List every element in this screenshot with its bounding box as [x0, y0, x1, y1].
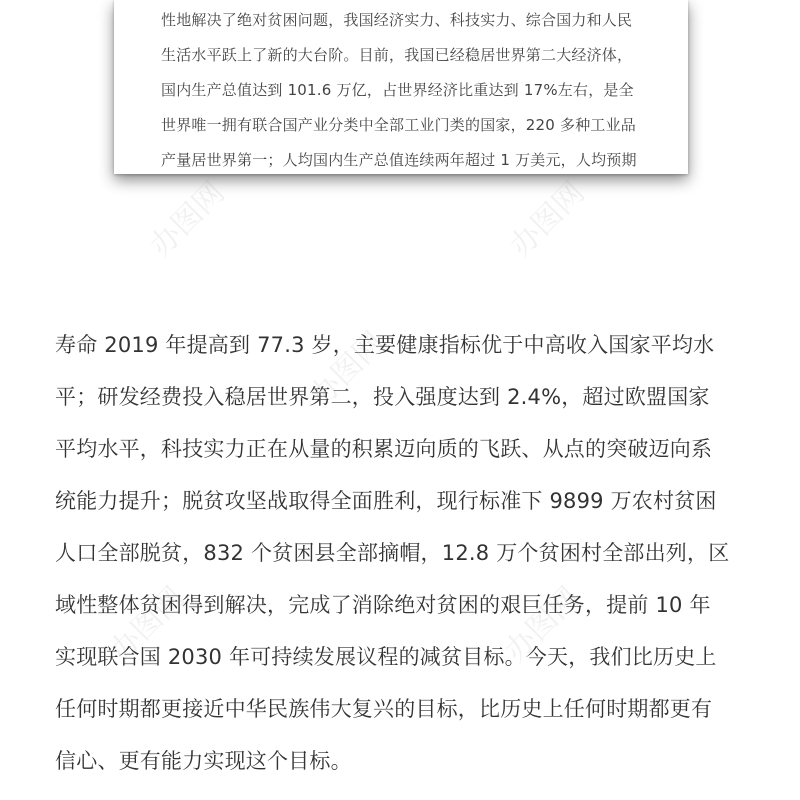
body-paragraph: [55, 322, 755, 790]
body-line: 任何时期都更接近中华民族伟大复兴的目标，比历史上任何时期都更有: [55, 697, 713, 721]
quote-card: [114, 0, 688, 174]
watermark: 办图网: [143, 175, 232, 264]
body-line: 平；研发经费投入稳居世界第二，投入强度达到 2.4%，超过欧盟国家: [55, 385, 710, 409]
body-line: 人口全部脱贫，832 个贫困县全部摘帽，12.8 万个贫困村全部出列，区: [55, 541, 730, 565]
card-line: 国内生产总值达到 101.6 万亿，占世界经济比重达到 17%左右，是全: [161, 81, 634, 99]
card-line: 世界唯一拥有联合国产业分类中全部工业门类的国家，220 多种工业品: [161, 116, 637, 134]
watermark: 办图网: [498, 580, 587, 669]
body-line: 平均水平，科技实力正在从量的积累迈向质的飞跃、从点的突破迈向系: [55, 437, 713, 461]
body-line: 域性整体贫困得到解决，完成了消除绝对贫困的艰巨任务，提前 10 年: [55, 593, 711, 617]
card-line: 性地解决了绝对贫困问题，我国经济实力、科技实力、综合国力和人民: [161, 11, 633, 29]
body-line: 寿命 2019 年提高到 77.3 岁，主要健康指标优于中高收入国家平均水: [55, 333, 715, 357]
card-line: 产量居世界第一；人均国内生产总值连续两年超过 1 万美元，人均预期: [161, 151, 637, 169]
quote-card-text: [161, 3, 661, 174]
watermark: 办图网: [503, 175, 592, 264]
body-line: 实现联合国 2030 年可持续发展议程的减贫目标。今天，我们比历史上: [55, 645, 717, 669]
body-line: 信心、更有能力实现这个目标。: [55, 749, 352, 773]
body-line: 统能力提升；脱贫攻坚战取得全面胜利，现行标准下 9899 万农村贫困: [55, 489, 717, 513]
card-line: 生活水平跃上了新的大台阶。目前，我国已经稳居世界第二大经济体，: [161, 46, 633, 64]
watermark: 办图网: [303, 325, 392, 414]
watermark: 办图网: [103, 580, 192, 669]
